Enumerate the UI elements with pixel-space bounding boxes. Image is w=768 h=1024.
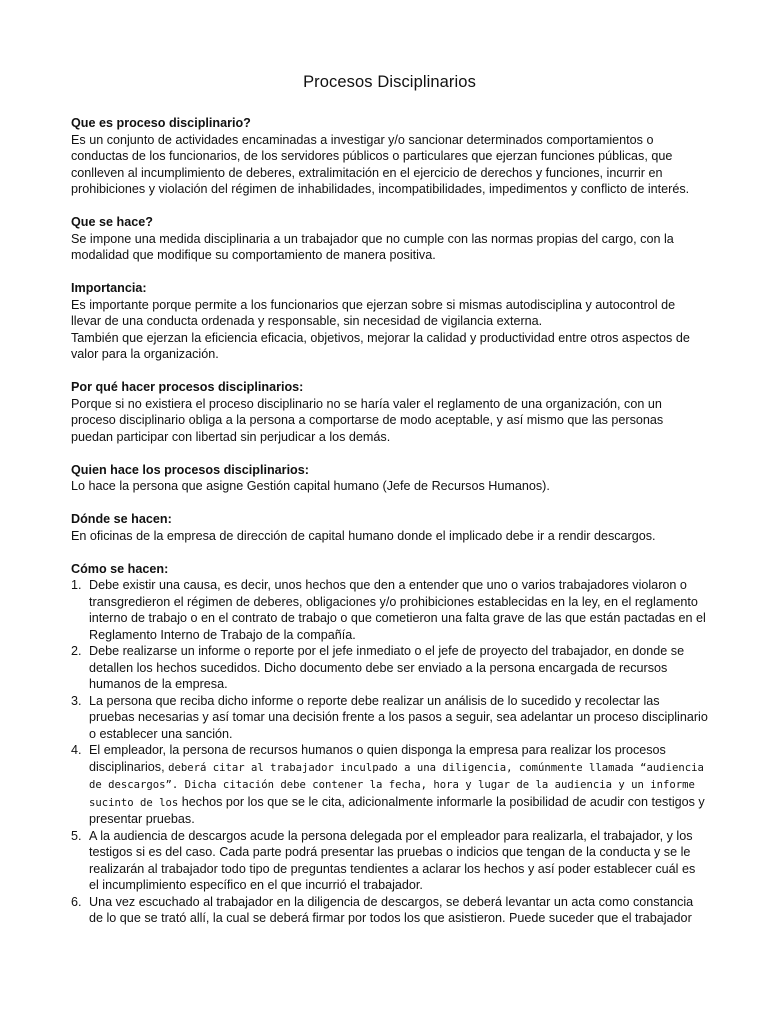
section-como-se-hacen: [71, 561, 708, 927]
section-heading: Por qué hacer procesos disciplinarios:: [71, 380, 304, 394]
section-heading: Dónde se hacen:: [71, 512, 172, 526]
section-por-que: [71, 379, 708, 445]
step-number: 6.: [71, 894, 82, 909]
section-importancia: [71, 280, 708, 363]
section-que-es: [71, 115, 708, 198]
step-text: Debe existir una causa, es decir, unos hechos que den a entender que uno o varios trabajadores violaron o transgredieron el régimen de deberes, obligaciones y/o prohibiciones establecidas en la ley, en el reglamento interno de trabajo o en el contrato de trabajo o que cometieron una falta grave de las que están pactadas en el Reglamento Interno de Trabajo de la compañía.: [89, 578, 706, 642]
step-text: A la audiencia de descargos acude la persona delegada por el empleador para realizarla, el trabajador, y los testigos si es del caso. Cada parte podrá presentar las pruebas o indicios que tengan de la conducta y se le realizarán al trabajador todo tipo de preguntas tendientes a aclarar los hechos y así poder establecer cuál es el incumplimiento específico en el que incurrió el trabajador.: [89, 828, 696, 892]
step-number: 2.: [71, 644, 82, 658]
section-heading: Quien hace los procesos disciplinarios:: [71, 462, 309, 477]
step-text-mono: deberá citar al trabajador inculpado a una diligencia, comúnmente llamada “audiencia de descargos”. Dicha citación debe contener la fecha, hora y lugar de la audiencia y un informe sucinto de los: [89, 761, 704, 809]
document-title: Procesos Disciplinarios: [303, 73, 476, 91]
section-paragraph: También que ejerzan la eficiencia eficacia, objetivos, mejorar la calidad y productividad entre otros aspectos de valor para la organización.: [71, 330, 690, 361]
step-text-end: hechos por los que se le cita, adicionalmente informarle la posibilidad de acudir con testigos y presentar pruebas.: [89, 794, 705, 826]
section-paragraph: Es un conjunto de actividades encaminadas a investigar y/o sancionar determinados comportamientos o conductas de los funcionarios, de los servidores públicos o particulares que ejerzan funciones públicas, que conlleven al incumplimiento de deberes, extralimitación en el ejercicio de derechos y funciones, incurrir en prohibiciones y violación del régimen de inhabilidades, incompatibilidades, impedimentos y conflicto de interés.: [71, 132, 690, 196]
section-heading: Que es proceso disciplinario?: [71, 116, 251, 130]
section-donde: [71, 511, 708, 544]
section-heading: Que se hace?: [71, 215, 153, 229]
step-number: 5.: [71, 828, 82, 843]
steps-list: [71, 577, 708, 927]
section-quien-hace: [71, 462, 708, 495]
step-item: [71, 693, 708, 743]
step-text: Debe realizarse un informe o reporte por el jefe inmediato o el jefe de proyecto del trabajador, en donde se detallen los hechos sucedidos. Dicho documento debe ser enviado a la persona encargada de recursos humanos de la empresa.: [89, 644, 685, 691]
section-heading: Cómo se hacen:: [71, 561, 169, 576]
step-number: 1.: [71, 578, 82, 592]
step-text-start: El empleador, la persona de recursos humanos o quien disponga la empresa para realizar los procesos disciplinarios,: [89, 743, 666, 774]
section-paragraph: En oficinas de la empresa de dirección de capital humano donde el implicado debe ir a rendir descargos.: [71, 528, 656, 543]
step-item: [71, 894, 708, 927]
section-paragraph: Porque si no existiera el proceso disciplinario no se haría valer el reglamento de una organización, con un proceso disciplinario obliga a la persona a comportarse de modo aceptable, y así mismo que las personas puedan participar con libertad sin perjudicar a los demás.: [71, 396, 664, 444]
section-que-se-hace: [71, 214, 708, 264]
step-item: [71, 577, 708, 643]
step-item: [71, 643, 708, 693]
section-paragraph: Se impone una medida disciplinaria a un trabajador que no cumple con las normas propias del cargo, con la modalidad que modifique su comportamiento de manera positiva.: [71, 231, 674, 262]
section-heading: Importancia:: [71, 281, 147, 295]
step-number: 4.: [71, 743, 82, 757]
step-item: [71, 828, 708, 894]
section-paragraph: Es importante porque permite a los funcionarios que ejerzan sobre si mismas autodisciplina y autocontrol de llevar de una conducta ordenada y responsable, sin necesidad de vigilancia externa.: [71, 297, 676, 328]
step-item: [71, 742, 708, 828]
step-number: 3.: [71, 693, 82, 708]
step-text: La persona que reciba dicho informe o reporte debe realizar un análisis de lo sucedido y recolectar las pruebas necesarias y así tomar una decisión frente a los pasos a seguir, sea adelantar un proceso disciplinario o establecer una sanción.: [89, 693, 708, 741]
step-text: Una vez escuchado al trabajador en la diligencia de descargos, se deberá levantar un acta como constancia de lo que se trató allí, la cual se deberá firmar por todos los que asistieron. Puede suceder que el trabajador: [89, 894, 694, 925]
section-paragraph: Lo hace la persona que asigne Gestión capital humano (Jefe de Recursos Humanos).: [71, 479, 550, 493]
